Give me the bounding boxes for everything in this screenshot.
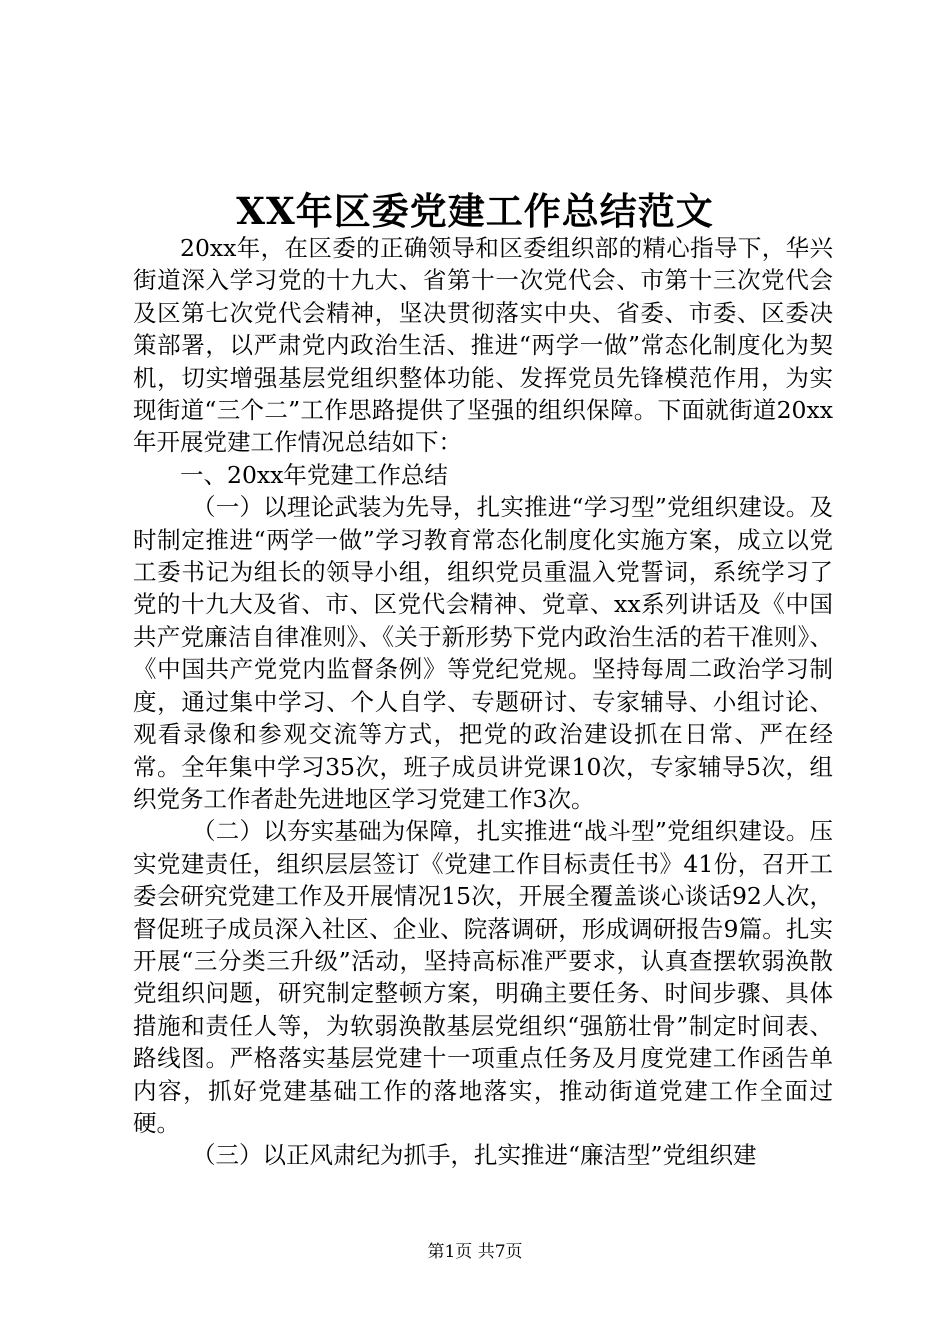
section-heading: 一、20xx年党建工作总结 xyxy=(180,460,448,489)
subsection-3-paragraph: （三）以正风肃纪为抓手，扎实推进“廉洁型”党组织建 xyxy=(192,1141,757,1170)
subsection-1-paragraph: （一）以理论武装为先导，扎实推进“学习型”党组织建设。及时制定推进“两学一做”学习教育常态化制度化实施方案，成立以党工委书记为组长的领导小组，组织党员重温入党誓词，系统学习了党的十九大及省、市、区党代会精神、党章、xx系列讲话及《中国共产党廉洁自律准则》、《关于新形势下党内政治生活的若干准则》、《中国共产党党内监督条例》等党纪党规。坚持每周二政治学习制度，通过集中学习、个人自学、专题研讨、专家辅导、小组讨论、观看录像和参观交流等方式，把党的政治建设抓在日常、严在经常。全年集中学习35次，班子成员讲党课10次，专家辅导5次，组织党务工作者赴先进地区学习党建工作3次。 xyxy=(133,493,833,813)
subsection-2-paragraph: （二）以夯实基础为保障，扎实推进“战斗型”党组织建设。压实党建责任，组织层层签订《党建工作目标责任书》41份，召开工委会研究党建工作及开展情况15次，开展全覆盖谈心谈话92人次，督促班子成员深入社区、企业、院落调研，形成调研报告9篇。扎实开展“三分类三升级”活动，坚持高标准严要求，认真查摆软弱涣散党组织问题，研究制定整顿方案，明确主要任务、时间步骤、具体措施和责任人等，为软弱涣散基层党组织“强筋壮骨”制定时间表、路线图。严格落实基层党建十一项重点任务及月度党建工作函告单内容，抓好党建基础工作的落地落实，推动街道党建工作全面过硬。 xyxy=(133,817,833,1137)
page-number-footer: 第1页 共7页 xyxy=(427,1242,523,1262)
document-title: XX年区委党建工作总结范文 xyxy=(236,189,714,233)
document-body xyxy=(133,232,833,1172)
intro-paragraph: 20xx年，在区委的正确领导和区委组织部的精心指导下，华兴街道深入学习党的十九大、省第十一次党代会、市第十三次党代会及区第七次党代会精神，坚决贯彻落实中央、省委、市委、区委决策部署，以严肃党内政治生活、推进“两学一做”常态化制度化为契机，切实增强基层党组织整体功能、发挥党员先锋模范作用，为实现街道“三个二”工作思路提供了坚强的组织保障。下面就街道20xx年开展党建工作情况总结如下： xyxy=(133,234,833,457)
